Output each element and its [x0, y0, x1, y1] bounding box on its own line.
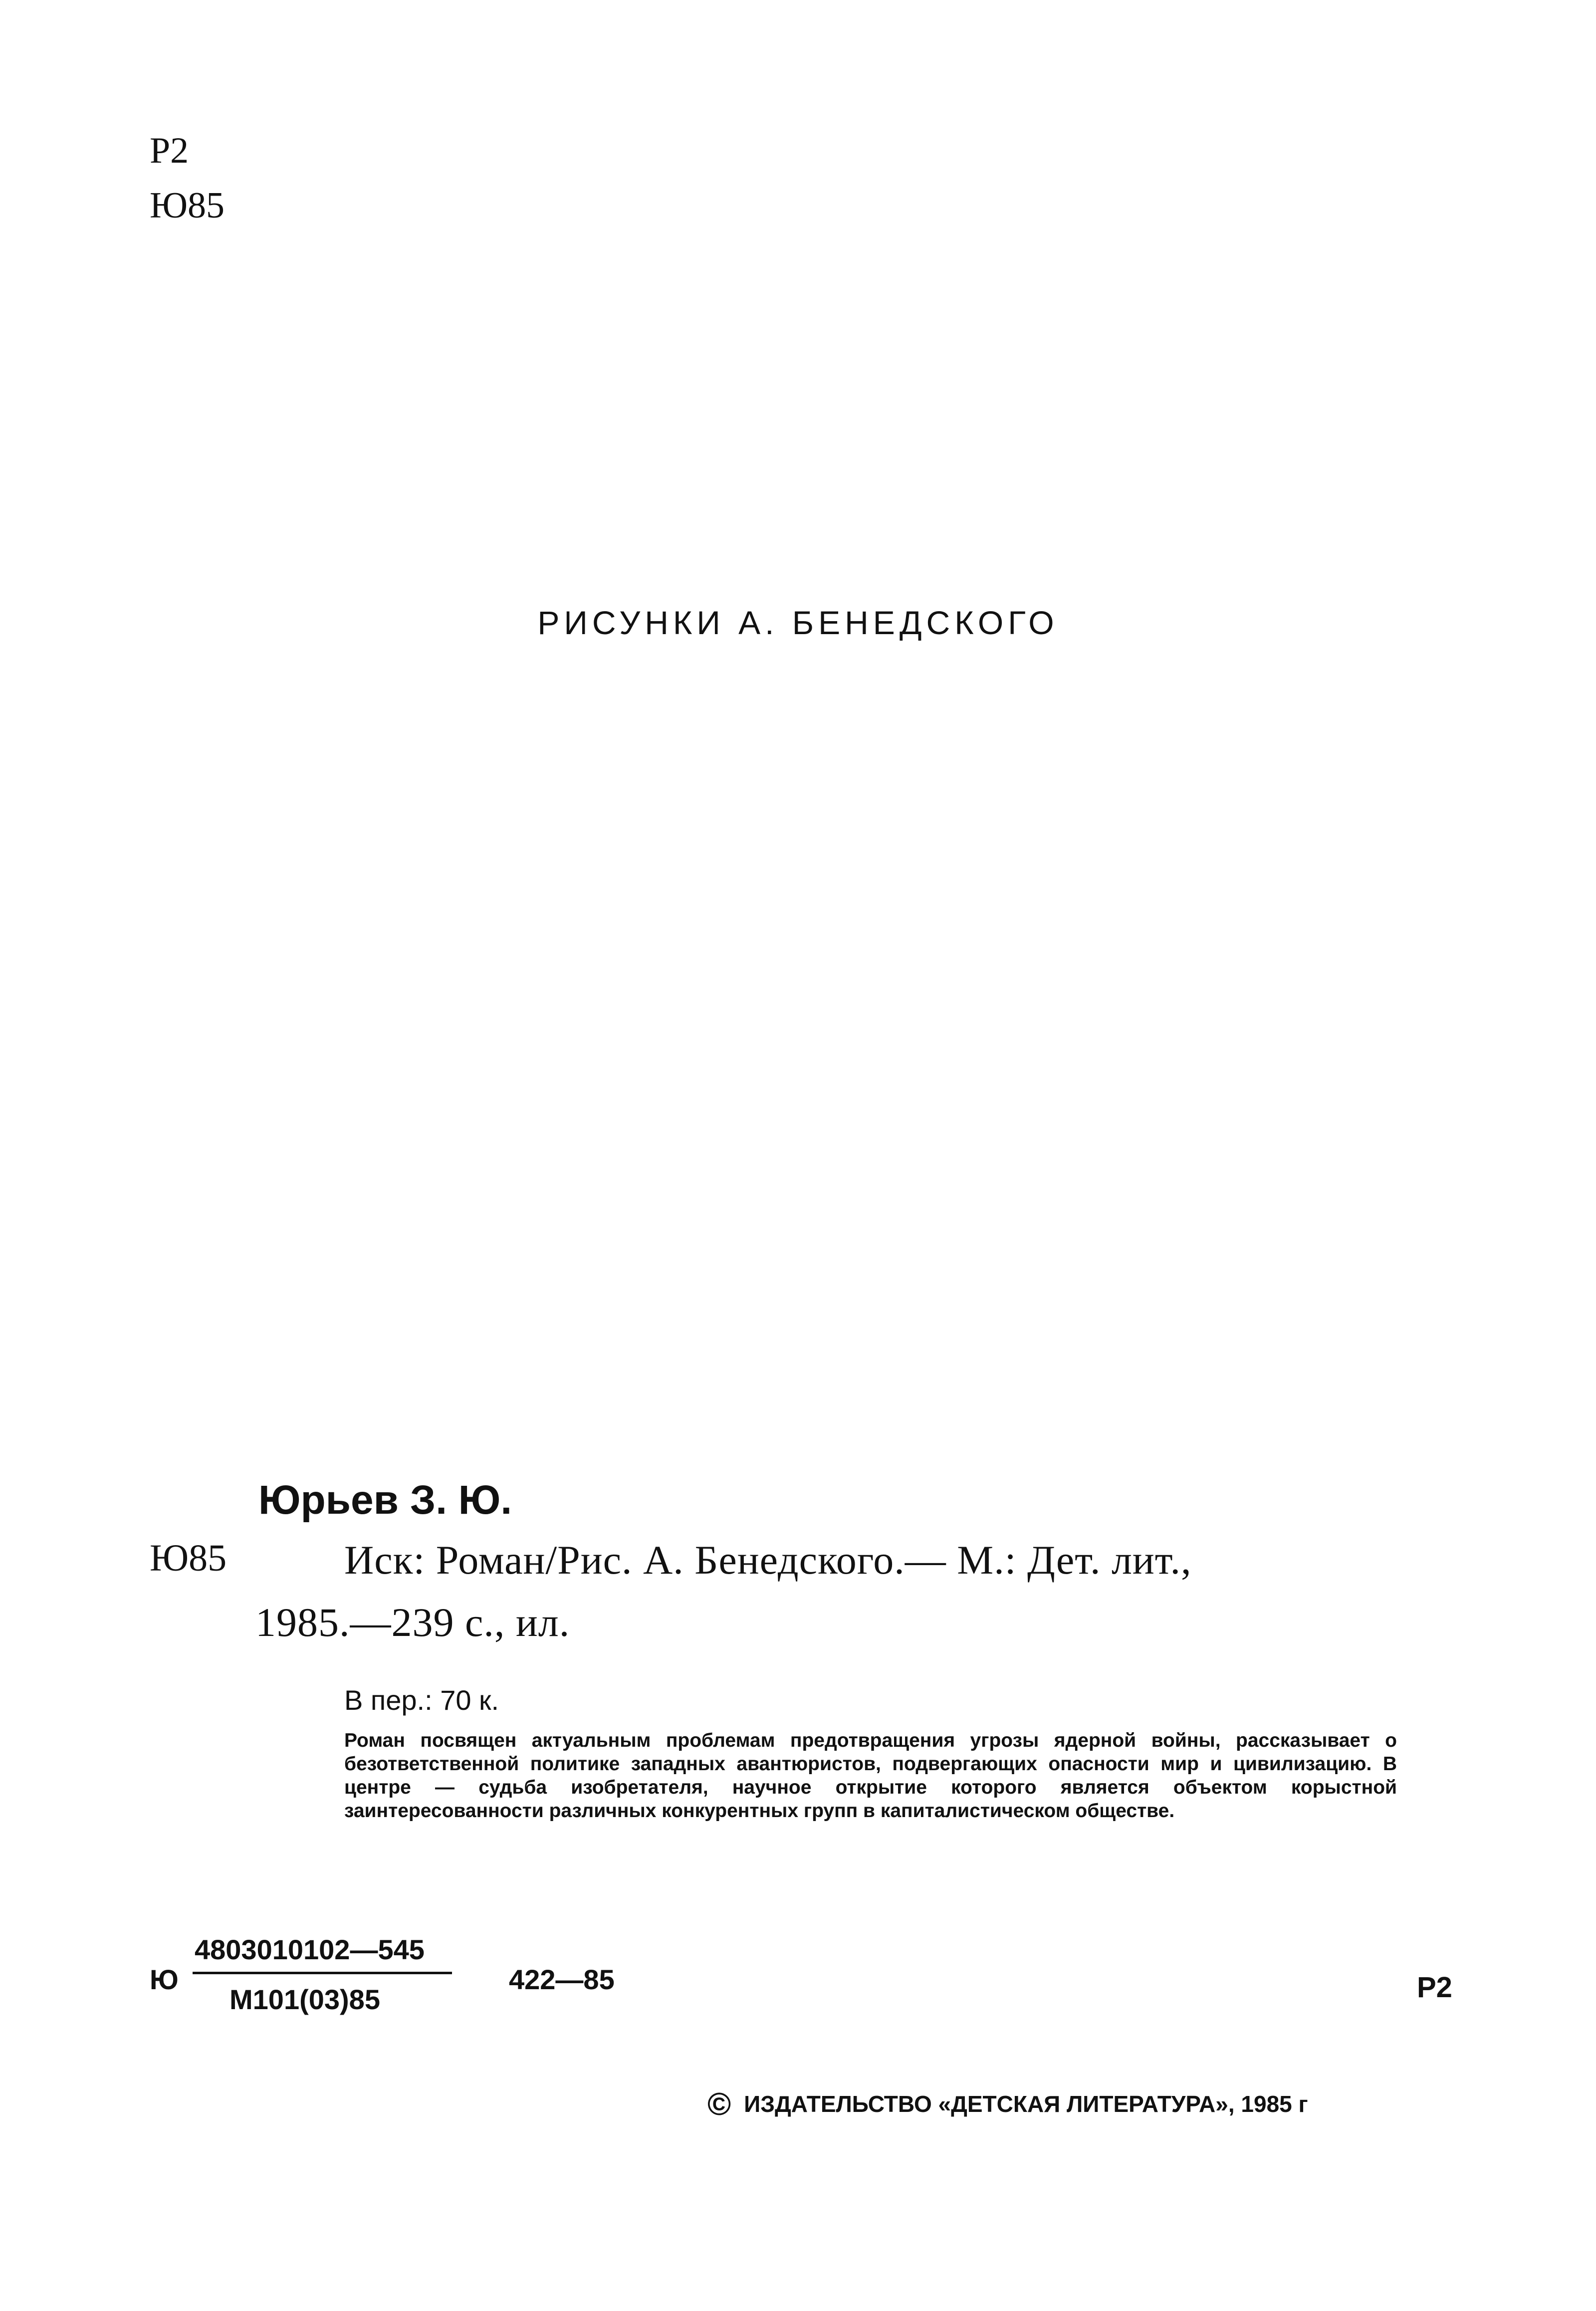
catalog-author: Юрьев З. Ю. — [258, 1477, 512, 1523]
author-mark-top: Ю85 — [150, 185, 225, 226]
index-letter: Ю — [150, 1964, 179, 1995]
index-order-number: 422—85 — [509, 1964, 615, 1995]
copyright-line — [707, 2085, 1308, 2122]
author-mark-catalog: Ю85 — [150, 1537, 227, 1579]
copyright-text: ИЗДАТЕЛЬСТВО «ДЕТСКАЯ ЛИТЕРАТУРА», 1985 г — [744, 2091, 1308, 2117]
classification-code-bottom: Р2 — [1417, 1971, 1452, 2004]
index-denominator: М101(03)85 — [229, 1984, 380, 2015]
bibliographic-description-line-1: Иск: Роман/Рис. А. Бенедского.— М.: Дет. лит., — [344, 1537, 1192, 1583]
classification-code-top: Р2 — [150, 130, 189, 171]
book-annotation: Роман посвящен актуальным проблемам предотвращения угрозы ядерной войны, рассказывает о безответственной политике западных авантюристов, подвергающих опасности мир и цивилизацию. В центре — судьба изобретателя, научное открытие которого является объектом корыстной заинтересованности различных конкурентных групп в капиталистическом обществе. — [344, 1730, 1397, 1822]
price-line: В пер.: 70 к. — [344, 1684, 499, 1716]
copyright-icon: © — [707, 2086, 731, 2122]
illustrator-credit: РИСУНКИ А. БЕНЕДСКОГО — [537, 604, 1059, 641]
index-numerator: 4803010102—545 — [195, 1934, 425, 1965]
index-fraction-line — [193, 1972, 452, 1974]
bibliographic-description-line-2: 1985.—239 с., ил. — [255, 1600, 570, 1645]
